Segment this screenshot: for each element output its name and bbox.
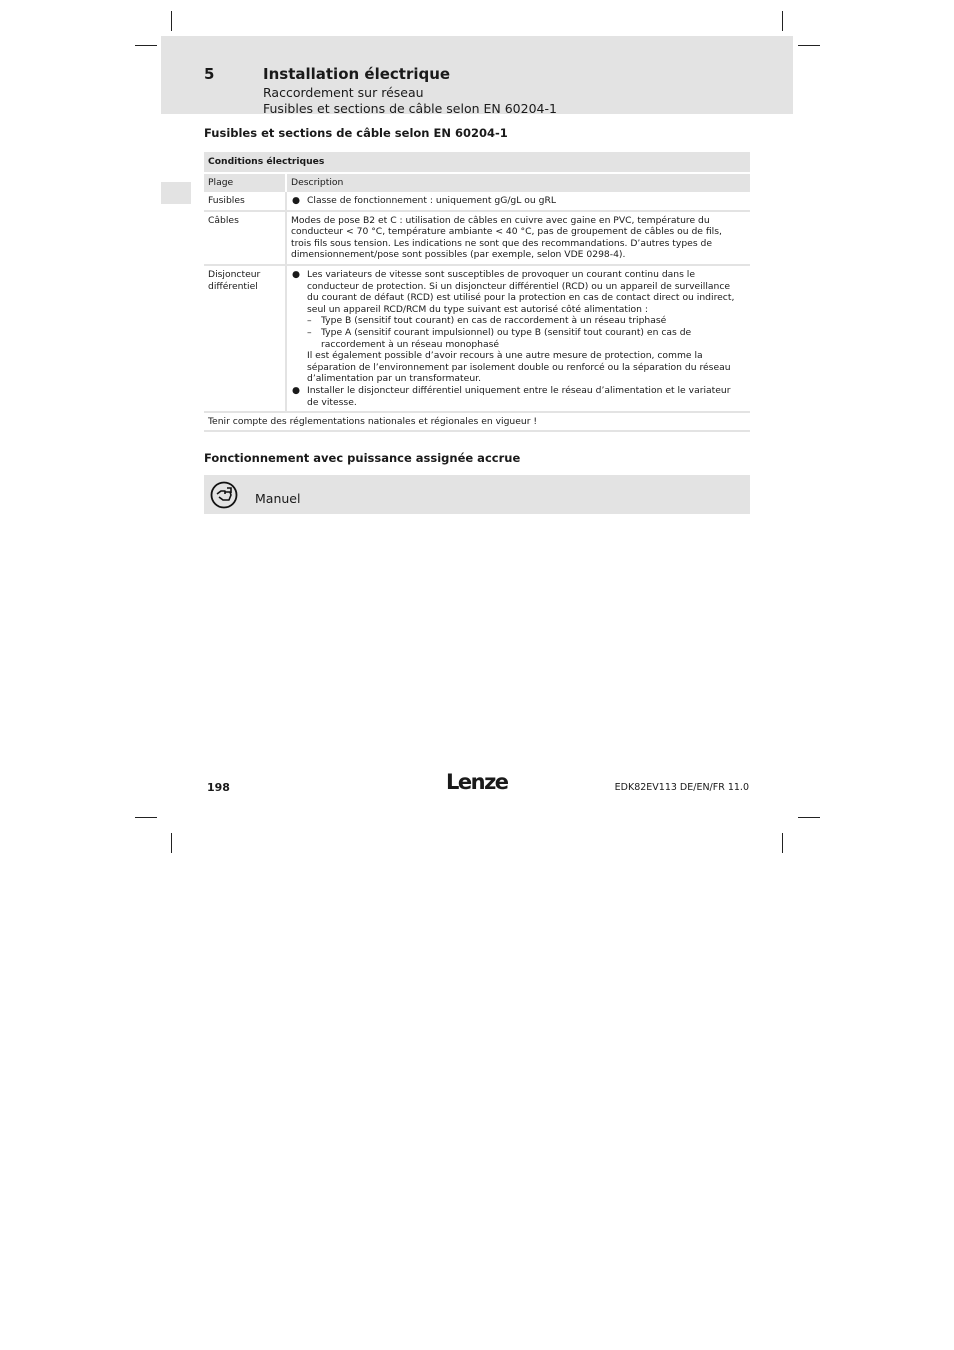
crop-mark <box>171 11 172 31</box>
row-label: Disjoncteur différentiel <box>204 265 286 412</box>
electrical-conditions-table <box>204 152 750 432</box>
chapter-number: 5 <box>204 65 215 83</box>
column-header-range: Plage <box>204 174 286 192</box>
dash-item: – Type A (sensitif courant impulsionnel) ou type B (sensitif tout courant) en cas de raccordement à un réseau monophasé <box>307 326 692 350</box>
bullet-icon: ● <box>292 384 301 396</box>
chapter-subtitle: Raccordement sur réseau <box>263 85 424 100</box>
section-heading: Fonctionnement avec puissance assignée accrue <box>204 451 521 465</box>
crop-mark <box>171 833 172 853</box>
crop-mark <box>782 833 783 853</box>
chapter-side-tab <box>161 182 191 204</box>
manual-reference-box <box>204 475 750 514</box>
bullet-item: ● Classe de fonctionnement : uniquement gG/gL ou gRL <box>292 195 556 206</box>
dash-item: – Type B (sensitif tout courant) en cas de raccordement à un réseau triphasé <box>307 315 667 327</box>
document-id: EDK82EV113 DE/EN/FR 11.0 <box>614 782 749 793</box>
crop-mark <box>135 45 157 46</box>
bullet-icon: ● <box>292 195 301 206</box>
page-number: 198 <box>207 781 230 794</box>
table-footer-note: Tenir compte des réglementations nationales et régionales en vigueur ! <box>204 412 750 431</box>
row-label: Câbles <box>204 211 286 265</box>
bullet-item: ● Les variateurs de vitesse sont susceptibles de provoquer un courant continu dans le conducteur de protection. Si un disjoncteur différentiel (RCD) ou un appareil de surveillance du courant de défaut (RCD) est utilisé pour la protection en cas de contact direct ou indirect, seul un appareil RCD/RCM du type suivant est autorisé côté alimentation : <box>292 268 735 315</box>
table-title: Conditions électriques <box>204 152 750 172</box>
lenze-logo: Lenze <box>446 770 508 794</box>
bullet-item: ● Installer le disjoncteur différentiel uniquement entre le réseau d’alimentation et le variateur de vitesse. <box>292 384 731 408</box>
dash-icon: – <box>307 326 312 338</box>
bullet-icon: ● <box>292 268 301 280</box>
chapter-title: Installation électrique <box>263 65 451 83</box>
crop-mark <box>798 817 820 818</box>
crop-mark <box>798 45 820 46</box>
crop-mark <box>135 817 157 818</box>
dash-icon: – <box>307 315 312 327</box>
table-row <box>204 211 750 265</box>
row-description: Modes de pose B2 et C : utilisation de câbles en cuivre avec gaine en PVC, température du conducteur < 70 °C, température ambiante < 40 °C, pas de groupement de câbles ou de fils, trois fils sous tension. Les indications ne sont que des recommandations. D’autres types de dimensionnement/pose sont possibles (par exemple, selon VDE 0298-4). <box>286 211 750 265</box>
chapter-subtitle: Fusibles et sections de câble selon EN 60204-1 <box>263 101 557 116</box>
manual-reference-text: Manuel <box>255 491 301 506</box>
manual-reference-icon <box>210 481 238 509</box>
chapter-header <box>161 36 793 114</box>
table-row <box>204 192 750 211</box>
column-header-description: Description <box>286 174 750 192</box>
table-row <box>204 265 750 412</box>
continuation-text: Il est également possible d’avoir recours à une autre mesure de protection, comme la séparation de l’environnement par isolement double ou renforcé ou la séparation du réseau d’alimentation par un transformateur. <box>307 350 731 385</box>
section-heading: Fusibles et sections de câble selon EN 60204-1 <box>204 126 508 140</box>
crop-mark <box>782 11 783 31</box>
row-label: Fusibles <box>204 192 286 211</box>
